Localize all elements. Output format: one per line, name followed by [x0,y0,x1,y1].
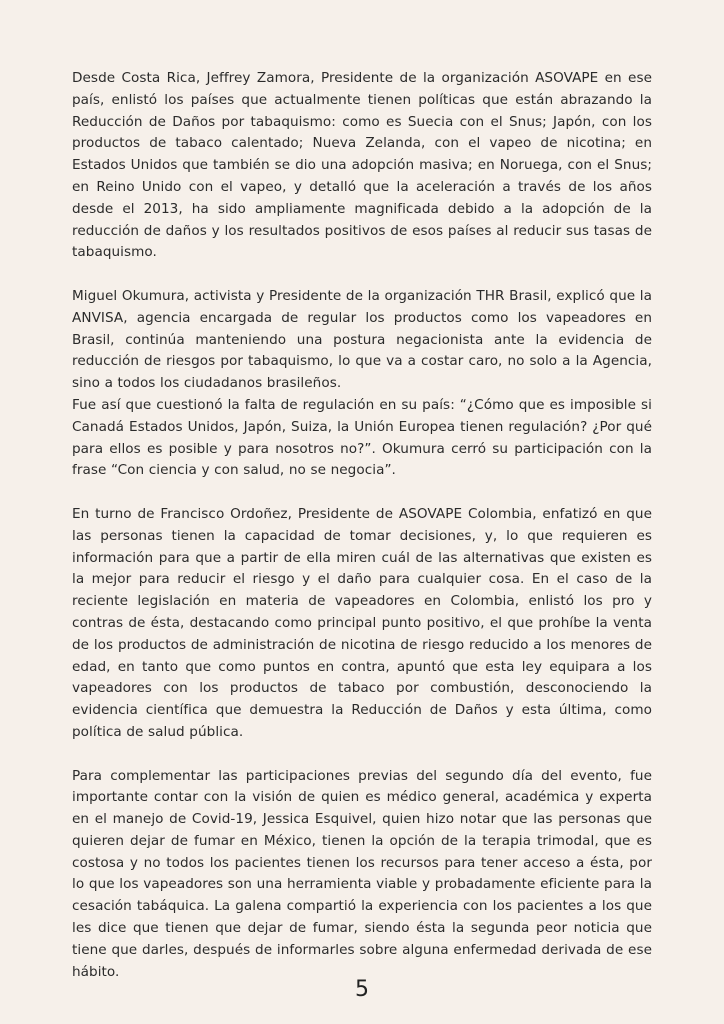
paragraph-spacer [72,744,652,766]
paragraph-okumura: Miguel Okumura, activista y Presidente de la organización THR Brasil, explicó que la ANVISA, agencia encargada de regular los productos como los vapeadores en Brasil, continúa manteniendo una postura negacionista ante la evidencia de reducción de riesgos por tabaquismo, lo que va a costar caro, no solo a la Agencia, sino a todos los ciudadanos brasileños. [72,287,652,392]
body-text [72,68,652,983]
paragraph-zamora: Desde Costa Rica, Jeffrey Zamora, Presidente de la organización ASOVAPE en ese país, enlistó los países que actualmente tienen políticas que están abrazando la Reducción de Daños por tabaquismo: como es Suecia con el Snus; Japón, con los productos de tabaco calentado; Nueva Zelanda, con el vapeo de nicotina; en Estados Unidos que también se dio una adopción masiva; en Noruega, con el Snus; en Reino Unido con el vapeo, y detalló que la aceleración a través de los años desde el 2013, ha sido ampliamente magnificada debido a la adopción de la reducción de daños y los resultados positivos de esos países al reducir sus tasas de tabaquismo. [72,70,652,261]
paragraph-esquivel: Para complementar las participaciones previas del segundo día del evento, fue importante contar con la visión de quien es médico general, académica y experta en el manejo de Covid-19, Jessica Esquivel, quien hizo notar que las personas que quieren dejar de fumar en México, tienen la opción de la terapia trimodal, que es costosa y no todos los pacientes tienen los recursos para tener acceso a ésta, por lo que los vapeadores son una herramienta viable y probadamente eficiente para la cesación tabáquica. La galena compartió la experiencia con los pacientes a los que les dice que tienen que dejar de fumar, siendo ésta la segunda peor noticia que tiene que darles, después de informarles sobre alguna enfermedad derivada de ese hábito. [72,767,652,980]
paragraph-spacer [72,264,652,286]
page-number: 5 [355,977,369,1002]
paragraph-okumura-quote: Fue así que cuestionó la falta de regulación en su país: “¿Cómo que es imposible si Canadá Estados Unidos, Japón, Suiza, la Unión Europea tienen regulación? ¿Por qué para ellos es posible y para nosotros no?”. Okumura cerró su participación con la frase “Con ciencia y con salud, no se negocia”. [72,396,652,479]
paragraph-ordonez: En turno de Francisco Ordoñez, Presidente de ASOVAPE Colombia, enfatizó en que las personas tienen la capacidad de tomar decisiones, y, lo que requieren es información para que a partir de ella miren cuál de las alternativas que existen es la mejor para reducir el riesgo y el daño para cualquier cosa. En el caso de la reciente legislación en materia de vapeadores en Colombia, enlistó los pro y contras de ésta, destacando como principal punto positivo, el que prohíbe la venta de los productos de administración de nicotina de riesgo reducido a los menores de edad, en tanto que como puntos en contra, apuntó que esta ley equipara a los vapeadores con los productos de tabaco por combustión, desconociendo la evidencia científica que demuestra la Reducción de Daños y esta última, como política de salud pública. [72,505,652,740]
paragraph-spacer [72,482,652,504]
